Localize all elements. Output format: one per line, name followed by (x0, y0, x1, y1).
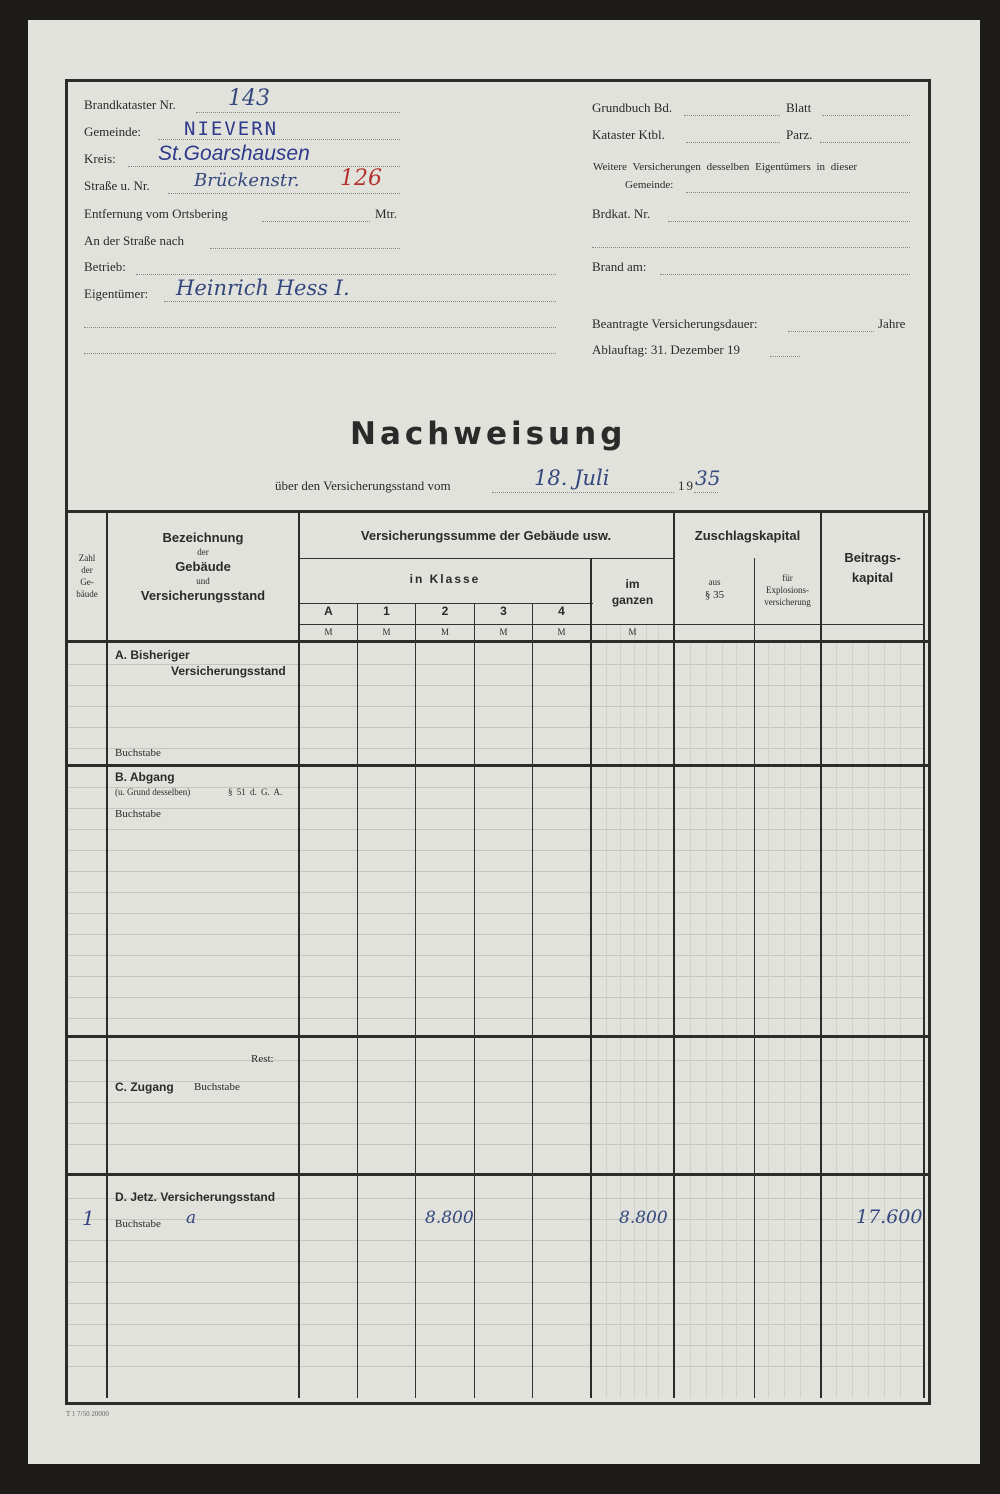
brand-am-label: Brand am: (592, 259, 647, 274)
kreis-label: Kreis: (84, 151, 116, 166)
section-a-subtitle: Versicherungsstand (171, 664, 286, 678)
unit-mark: M (324, 627, 333, 637)
blatt-label: Blatt (786, 100, 812, 115)
section-d-zahl-value: 1 (82, 1206, 95, 1230)
section-b-buchstabe: Buchstabe (115, 808, 161, 820)
grundbuch-label: Grundbuch Bd. (592, 100, 673, 115)
versicherungsdauer-unit: Jahre (878, 316, 906, 331)
section-c-buchstabe: Buchstabe (194, 1081, 240, 1093)
section-d-buchstabe: Buchstabe (115, 1218, 161, 1230)
section-d-title: D. Jetz. Versicherungsstand (115, 1190, 276, 1204)
klasse-3-header: 3 (500, 604, 507, 618)
section-d-buchstabe-value: a (186, 1208, 197, 1228)
explosionsversicherung-header: für Explosions- versicherung (764, 573, 811, 607)
gemeinde-label: Gemeinde: (84, 124, 142, 139)
section-b-reference: § 51 d. G. A. (228, 787, 283, 797)
unit-mark: M (499, 627, 508, 637)
kataster-label: Kataster Ktbl. (592, 127, 665, 142)
title-date-value: 18. Juli (534, 466, 610, 490)
weitere-versicherungen-label: Weitere Versicherungen desselben Eigentümers in dieser (593, 161, 858, 173)
weitere-gemeinde-label: Gemeinde: (625, 179, 674, 191)
klasse-4-header: 4 (558, 604, 565, 618)
versicherungssumme-header: Versicherungssumme der Gebäude usw. (360, 528, 612, 543)
section-d-klasse2-value: 8.800 (425, 1208, 474, 1228)
section-a-buchstabe: Buchstabe (115, 747, 161, 759)
unit-mark: M (382, 627, 391, 637)
strasse-number: 126 (340, 166, 382, 191)
brandkataster-value: 143 (228, 86, 270, 111)
section-c-title: C. Zugang (115, 1080, 174, 1094)
strasse-value: Brückenstr. (194, 170, 300, 191)
section-b-subtitle: (u. Grund desselben) (115, 787, 191, 797)
ablauftag-label: Ablauftag: 31. Dezember 19 (592, 342, 741, 357)
aus-par35-header: aus § 35 (704, 577, 725, 601)
eigentuemer-value: Heinrich Hess I. (176, 276, 350, 300)
section-d-beitragskapital-value: 17.600 (856, 1206, 923, 1228)
versicherungsdauer-label: Beantragte Versicherungsdauer: (592, 316, 758, 331)
entfernung-unit: Mtr. (375, 206, 398, 221)
bezeichnung-header: Bezeichnung der Gebäude und Versicherungsstand (140, 530, 266, 603)
unit-mark: M (557, 627, 566, 637)
zahl-der-gebaeude-header: Zahl der Ge- bäude (76, 553, 98, 599)
klasse-2-header: 2 (441, 604, 449, 618)
an-der-strasse-label: An der Straße nach (84, 233, 184, 248)
unit-mark: M (628, 627, 637, 637)
title-year-value: 35 (695, 466, 721, 490)
form-frame (65, 79, 931, 1405)
form-code: T 1 7/50 20000 (66, 1410, 109, 1418)
eigentuemer-label: Eigentümer: (84, 286, 149, 301)
beitragskapital-header: Beitrags- kapital (844, 550, 901, 585)
parz-label: Parz. (786, 127, 813, 142)
title-subtitle: über den Versicherungsstand vom (275, 478, 451, 493)
klasse-a-header: A (324, 604, 333, 618)
gemeinde-value: NIEVERN (184, 118, 279, 140)
rest-label: Rest: (251, 1053, 274, 1065)
in-klasse-header: in Klasse (409, 572, 481, 586)
zuschlagskapital-header: Zuschlagskapital (694, 528, 801, 543)
section-a-title: A. Bisheriger (115, 648, 190, 662)
im-ganzen-header: im ganzen (611, 577, 654, 607)
section-d-im-ganzen-value: 8.800 (619, 1208, 668, 1228)
brandkataster-label: Brandkataster Nr. (84, 97, 176, 112)
unit-mark: M (440, 627, 449, 637)
page-title: Nachweisung (350, 416, 627, 452)
brdkat-label: Brdkat. Nr. (592, 206, 651, 221)
strasse-label: Straße u. Nr. (84, 178, 150, 193)
klasse-1-header: 1 (383, 604, 390, 618)
kreis-value: St.Goarshausen (158, 142, 310, 165)
section-b-title: B. Abgang (115, 770, 175, 784)
betrieb-label: Betrieb: (84, 259, 126, 274)
title-year-prefix: 19 (678, 478, 695, 493)
entfernung-label: Entfernung vom Ortsbering (84, 206, 228, 221)
